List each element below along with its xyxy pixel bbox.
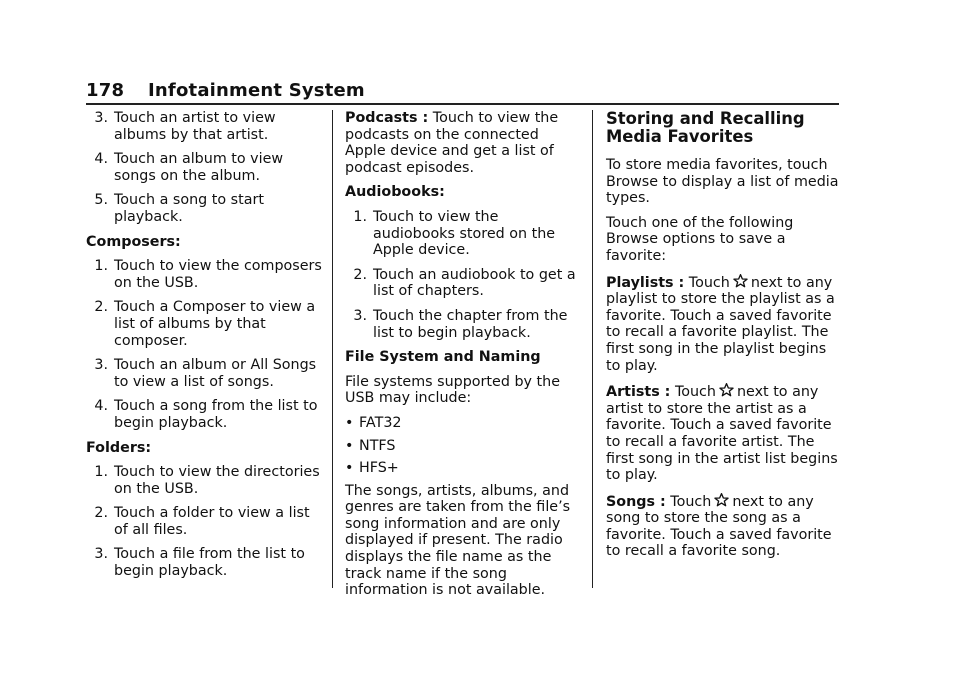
- list-item: • HFS+: [345, 460, 583, 477]
- column-divider-2: [592, 110, 593, 588]
- section-heading: Storing and Recalling Media Favorites: [606, 109, 805, 146]
- step-item: 5. Touch a song to start playback.: [94, 192, 264, 225]
- audiobooks-steps: [345, 209, 583, 341]
- folders-steps: [86, 464, 326, 580]
- step-item: 3. Touch an artist to view albums by that artist.: [94, 110, 276, 143]
- podcasts-paragraph: Podcasts : Touch to view the podcasts on the connected Apple device and get a list of podcast episodes.: [345, 110, 559, 176]
- folders-heading: Folders:: [86, 439, 152, 456]
- favorites-intro: To store media favorites, touch Browse to display a list of media types.: [606, 157, 839, 207]
- file-system-list: [345, 415, 583, 477]
- page-title: Infotainment System: [148, 80, 365, 101]
- file-system-heading: File System and Naming: [345, 349, 541, 366]
- step-item: 2. Touch an audiobook to get a list of chapters.: [353, 266, 576, 300]
- audiobooks-heading: Audiobooks:: [345, 184, 445, 201]
- list-item: • NTFS: [345, 438, 583, 455]
- step-item: 3. Touch the chapter from the list to begin playback.: [353, 307, 568, 341]
- step-item: 4. Touch a song from the list to begin playback.: [94, 398, 318, 431]
- step-item: 3. Touch a file from the list to begin playback.: [94, 546, 305, 580]
- step-item: 3. Touch an album or All Songs to view a list of songs.: [94, 357, 317, 390]
- step-item: 1. Touch to view the composers on the USB.: [94, 258, 322, 291]
- playlists-label: Playlists :: [606, 274, 685, 291]
- podcasts-label: Podcasts :: [345, 110, 429, 126]
- file-system-note: The songs, artists, albums, and genres are taken from the file’s song information and are only displayed if present. The radio displays the file name as the track name if the song information is not available.: [345, 482, 571, 599]
- playlists-paragraph: Playlists : Touch next to any playlist to store the playlist as a favorite. Touch a saved favorite to recall a favorite playlist. The first song in the playlist begins to play.: [606, 274, 835, 374]
- albums-steps: [86, 110, 326, 226]
- header-rule: [86, 103, 839, 105]
- file-system-intro: File systems supported by the USB may include:: [345, 373, 560, 407]
- step-item: 2. Touch a folder to view a list of all files.: [94, 505, 310, 538]
- favorites-touch-one: Touch one of the following Browse options to save a favorite:: [606, 214, 794, 264]
- page-header: [86, 80, 839, 104]
- list-item: • FAT32: [345, 415, 583, 432]
- star-icon: [718, 382, 735, 398]
- songs-label: Songs :: [606, 493, 666, 510]
- composers-heading: Composers:: [86, 233, 181, 250]
- column-2: [345, 110, 583, 607]
- column-1: [86, 110, 326, 588]
- step-item: 4. Touch an album to view songs on the album.: [94, 151, 284, 184]
- star-icon: [713, 492, 730, 508]
- page-number: 178: [86, 80, 125, 101]
- composers-steps: [86, 258, 326, 431]
- step-item: 2. Touch a Composer to view a list of albums by that composer.: [94, 299, 316, 349]
- step-item: 1. Touch to view the audiobooks stored on the Apple device.: [353, 208, 556, 259]
- artists-paragraph: Artists : Touch next to any artist to store the artist as a favorite. Touch a saved favorite to recall a favorite artist. The first song in the artist list begins to play.: [606, 384, 838, 484]
- songs-paragraph: Songs : Touch next to any song to store the song as a favorite. Touch a saved favorite to recall a favorite song.: [606, 493, 832, 560]
- star-icon: [732, 273, 749, 289]
- step-item: 1. Touch to view the directories on the USB.: [94, 464, 320, 497]
- column-divider-1: [332, 110, 333, 588]
- artists-label: Artists :: [606, 384, 671, 401]
- column-3: [606, 110, 842, 568]
